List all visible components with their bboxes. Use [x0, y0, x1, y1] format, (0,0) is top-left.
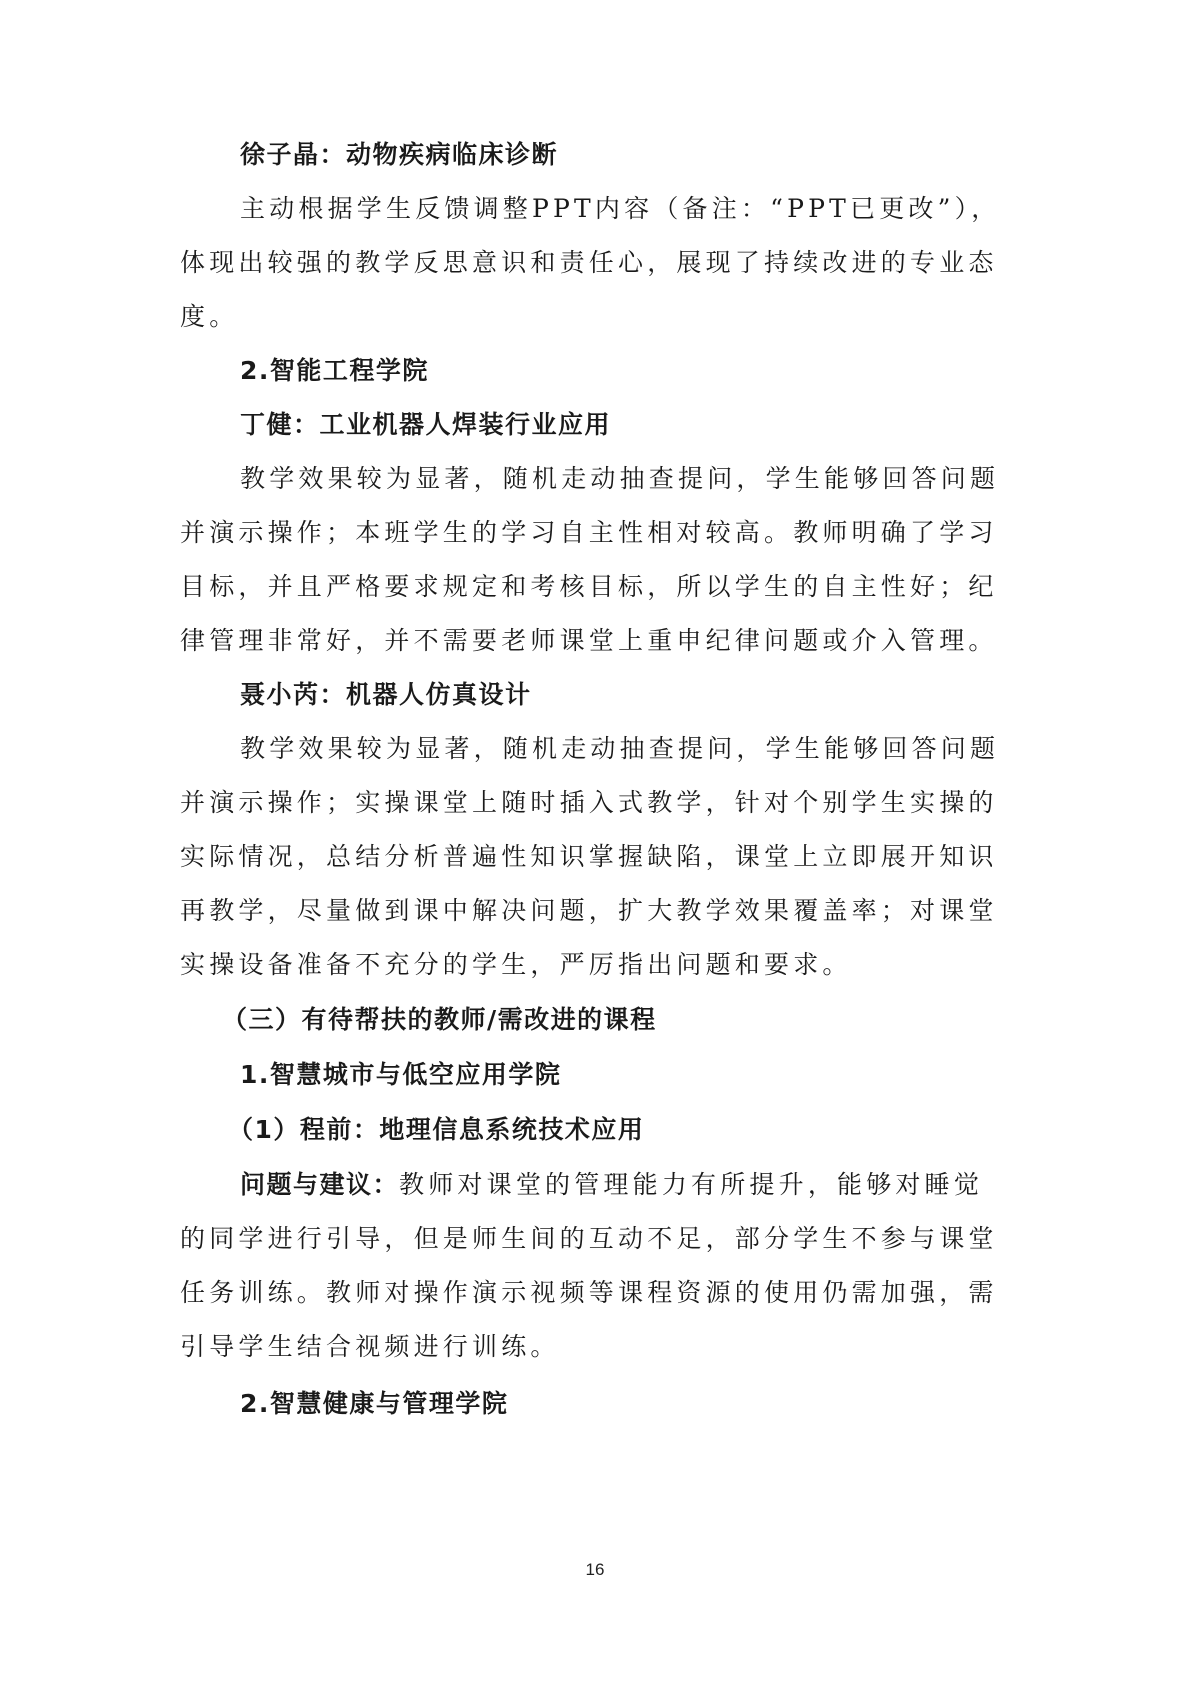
teacher-heading: 丁健：工业机器人焊装行业应用: [240, 410, 612, 439]
paragraph-line: 律管理非常好，并不需要老师课堂上重申纪律问题或介入管理。: [180, 626, 998, 655]
paragraph-line: 并演示操作；本班学生的学习自主性相对较高。教师明确了学习: [180, 518, 998, 547]
college-heading: 1.智慧城市与低空应用学院: [240, 1060, 562, 1089]
paragraph-line: 主动根据学生反馈调整PPT内容（备注：“PPT已更改”），: [240, 194, 1001, 223]
teacher-heading: 徐子晶：动物疾病临床诊断: [240, 140, 559, 169]
paragraph-line: 实操设备准备不充分的学生，严厉指出问题和要求。: [180, 950, 852, 979]
paragraph-line: 教学效果较为显著，随机走动抽查提问，学生能够回答问题: [240, 734, 1000, 763]
paragraph-line: 并演示操作；实操课堂上随时插入式教学，针对个别学生实操的: [180, 788, 998, 817]
paragraph-line: 体现出较强的教学反思意识和责任心，展现了持续改进的专业态: [180, 248, 998, 277]
course-heading: （1）程前：地理信息系统技术应用: [228, 1115, 645, 1144]
paragraph-line: 再教学，尽量做到课中解决问题，扩大教学效果覆盖率；对课堂: [180, 896, 998, 925]
paragraph-line: 实际情况，总结分析普遍性知识掌握缺陷，课堂上立即展开知识: [180, 842, 998, 871]
problem-suggestion-label: 问题与建议：: [240, 1170, 400, 1199]
paragraph-line: 度。: [180, 302, 239, 331]
college-heading: 2.智能工程学院: [240, 356, 429, 385]
paragraph-line: 任务训练。教师对操作演示视频等课程资源的使用仍需加强，需: [180, 1278, 998, 1307]
teacher-heading: 聂小芮：机器人仿真设计: [240, 680, 532, 709]
paragraph-line: 引导学生结合视频进行训练。: [180, 1332, 560, 1361]
college-heading: 2.智慧健康与管理学院: [240, 1389, 509, 1418]
paragraph-text: 教师对课堂的管理能力有所提升，能够对睡觉: [399, 1170, 984, 1199]
paragraph-line: 教学效果较为显著，随机走动抽查提问，学生能够回答问题: [240, 464, 1000, 493]
paragraph-line: 目标，并且严格要求规定和考核目标，所以学生的自主性好；纪: [180, 572, 998, 601]
part-heading: （三）有待帮扶的教师/需改进的课程: [222, 1005, 657, 1034]
paragraph-line: 的同学进行引导，但是师生间的互动不足，部分学生不参与课堂: [180, 1224, 998, 1253]
paragraph-line: [240, 1165, 1010, 1205]
page-number: 16: [585, 1560, 605, 1579]
